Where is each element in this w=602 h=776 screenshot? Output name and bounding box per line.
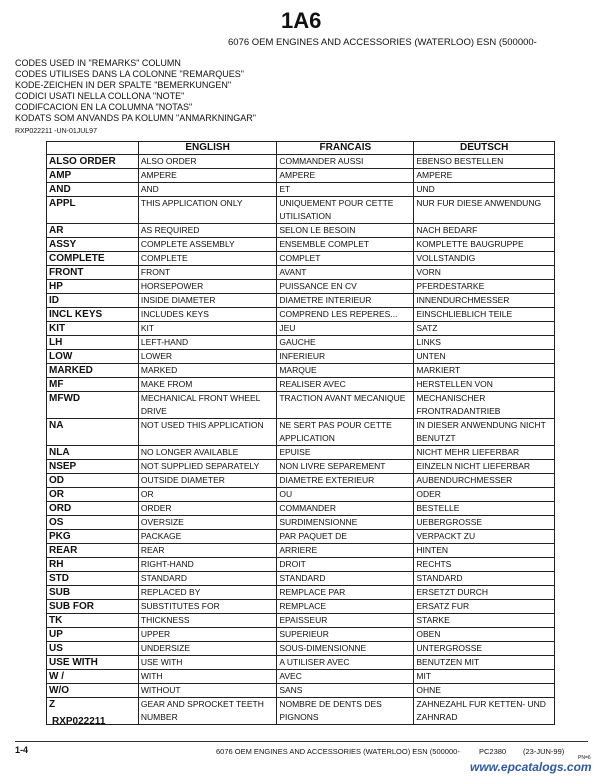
cell-code: FRONT — [47, 266, 139, 280]
footer-title: 6076 OEM ENGINES AND ACCESSORIES (WATERLOO) ESN (500000- — [216, 747, 460, 756]
table-row — [47, 460, 555, 474]
table-row — [47, 378, 555, 392]
cell-code: ORD — [47, 502, 139, 516]
cell-fr: MARQUE — [277, 364, 414, 378]
cell-de: STARKE — [414, 614, 555, 628]
cell-fr: SURDIMENSIONNE — [277, 516, 414, 530]
codes-line: CODIFCACION EN LA COLUMNA "NOTAS" — [15, 102, 193, 112]
cell-en: UNDERSIZE — [138, 642, 276, 656]
cell-en: AS REQUIRED — [138, 224, 276, 238]
cell-code: MF — [47, 378, 139, 392]
page-number: 1-4 — [15, 745, 29, 755]
cell-de: AMPERE — [414, 169, 555, 183]
cell-code: LH — [47, 336, 139, 350]
cell-en: MECHANICAL FRONT WHEEL DRIVE — [138, 392, 276, 419]
cell-de: BENUTZEN MIT — [414, 656, 555, 670]
cell-de: ERSETZT DURCH — [414, 586, 555, 600]
cell-code: Z — [47, 698, 139, 725]
cell-code: COMPLETE — [47, 252, 139, 266]
footer-pn: PN=6 — [578, 755, 591, 761]
cell-fr: TRACTION AVANT MECANIQUE — [277, 392, 414, 419]
cell-code: NLA — [47, 446, 139, 460]
cell-de: VORN — [414, 266, 555, 280]
codes-table — [46, 141, 555, 725]
codes-line: CODICI USATI NELLA COLLONA "NOTE" — [15, 91, 185, 101]
table-row — [47, 684, 555, 698]
cell-en: KIT — [138, 322, 276, 336]
cell-code: SUB FOR — [47, 600, 139, 614]
cell-en: THICKNESS — [138, 614, 276, 628]
cell-en: OUTSIDE DIAMETER — [138, 474, 276, 488]
table-row — [47, 530, 555, 544]
cell-en: LEFT-HAND — [138, 336, 276, 350]
cell-en: AND — [138, 183, 276, 197]
table-row — [47, 294, 555, 308]
cell-de: UNTERGROSSE — [414, 642, 555, 656]
cell-en: COMPLETE ASSEMBLY — [138, 238, 276, 252]
cell-de: MIT — [414, 670, 555, 684]
cell-en: USE WITH — [138, 656, 276, 670]
codes-line: KODE-ZEICHEN IN DER SPALTE "BEMERKUNGEN" — [15, 80, 232, 90]
cell-de: RECHTS — [414, 558, 555, 572]
cell-code: KIT — [47, 322, 139, 336]
cell-fr: A UTILISER AVEC — [277, 656, 414, 670]
cell-en: OR — [138, 488, 276, 502]
table-row — [47, 628, 555, 642]
cell-fr: EPUISE — [277, 446, 414, 460]
codes-line: CODES USED IN "REMARKS" COLUMN — [15, 58, 181, 68]
table-row — [47, 516, 555, 530]
cell-fr: OU — [277, 488, 414, 502]
cell-en: REPLACED BY — [138, 586, 276, 600]
cell-de: HINTEN — [414, 544, 555, 558]
cell-de: MARKIERT — [414, 364, 555, 378]
cell-fr: INFERIEUR — [277, 350, 414, 364]
cell-en: MAKE FROM — [138, 378, 276, 392]
cell-code: UP — [47, 628, 139, 642]
table-row — [47, 280, 555, 294]
table-row — [47, 322, 555, 336]
cell-de: INNENDURCHMESSER — [414, 294, 555, 308]
table-row — [47, 586, 555, 600]
cell-fr: SOUS-DIMENSIONNE — [277, 642, 414, 656]
cell-fr: NON LIVRE SEPAREMENT — [277, 460, 414, 474]
image-reference: RXP022211 -UN-01JUL97 — [15, 128, 97, 135]
cell-de: EINSCHLIEBLICH TEILE — [414, 308, 555, 322]
table-row — [47, 698, 555, 725]
cell-code: REAR — [47, 544, 139, 558]
cell-de: EINZELN NICHT LIEFERBAR — [414, 460, 555, 474]
cell-en: NO LONGER AVAILABLE — [138, 446, 276, 460]
cell-code: AND — [47, 183, 139, 197]
cell-code: ASSY — [47, 238, 139, 252]
cell-code: TK — [47, 614, 139, 628]
table-row — [47, 572, 555, 586]
table-row — [47, 670, 555, 684]
header-code — [47, 142, 139, 155]
cell-code: US — [47, 642, 139, 656]
cell-code: MARKED — [47, 364, 139, 378]
cell-de: AUBENDURCHMESSER — [414, 474, 555, 488]
footer-divider — [15, 741, 588, 742]
cell-en: INCLUDES KEYS — [138, 308, 276, 322]
table-row — [47, 350, 555, 364]
cell-de: UNTEN — [414, 350, 555, 364]
header-francais: FRANCAIS — [277, 142, 414, 155]
cell-fr: PUISSANCE EN CV — [277, 280, 414, 294]
cell-en: UPPER — [138, 628, 276, 642]
cell-code: W / — [47, 670, 139, 684]
cell-en: COMPLETE — [138, 252, 276, 266]
cell-code: INCL KEYS — [47, 308, 139, 322]
table-row — [47, 656, 555, 670]
cell-de: OBEN — [414, 628, 555, 642]
cell-de: ODER — [414, 488, 555, 502]
cell-fr: DIAMETRE INTERIEUR — [277, 294, 414, 308]
cell-fr: PAR PAQUET DE — [277, 530, 414, 544]
cell-code: PKG — [47, 530, 139, 544]
cell-en: OVERSIZE — [138, 516, 276, 530]
cell-fr: NE SERT PAS POUR CETTE APPLICATION — [277, 419, 414, 446]
cell-code: ID — [47, 294, 139, 308]
cell-en: ALSO ORDER — [138, 155, 276, 169]
cell-en: INSIDE DIAMETER — [138, 294, 276, 308]
table-row — [47, 155, 555, 169]
cell-fr: SANS — [277, 684, 414, 698]
cell-de: STANDARD — [414, 572, 555, 586]
page-title: 1A6 — [281, 8, 322, 33]
table-row — [47, 502, 555, 516]
codes-line: KODATS SOM ANVANDS PA KOLUMN "ANMARKNINGAR" — [15, 113, 256, 123]
cell-en: WITH — [138, 670, 276, 684]
cell-en: NOT SUPPLIED SEPARATELY — [138, 460, 276, 474]
cell-code: APPL — [47, 197, 139, 224]
cell-de: UND — [414, 183, 555, 197]
cell-fr: REALISER AVEC — [277, 378, 414, 392]
cell-fr: COMPLET — [277, 252, 414, 266]
table-body — [47, 155, 555, 725]
cell-code: MFWD — [47, 392, 139, 419]
page-subtitle: 6076 OEM ENGINES AND ACCESSORIES (WATERLOO) ESN (500000- — [228, 37, 537, 48]
cell-de: NICHT MEHR LIEFERBAR — [414, 446, 555, 460]
table-row — [47, 419, 555, 446]
cell-fr: AMPERE — [277, 169, 414, 183]
cell-code: AMP — [47, 169, 139, 183]
cell-fr: UNIQUEMENT POUR CETTE UTILISATION — [277, 197, 414, 224]
table-row — [47, 336, 555, 350]
table-row — [47, 446, 555, 460]
table-row — [47, 252, 555, 266]
cell-de: MECHANISCHER FRONTRADANTRIEB — [414, 392, 555, 419]
table-row — [47, 308, 555, 322]
table-header-row — [47, 142, 555, 155]
footer-pc-number: PC2380 — [479, 747, 507, 756]
cell-fr: SUPERIEUR — [277, 628, 414, 642]
cell-fr: DIAMETRE EXTERIEUR — [277, 474, 414, 488]
cell-code: RH — [47, 558, 139, 572]
table-row — [47, 197, 555, 224]
table-row — [47, 183, 555, 197]
cell-de: HERSTELLEN VON — [414, 378, 555, 392]
table-row — [47, 169, 555, 183]
cell-fr: GAUCHE — [277, 336, 414, 350]
cell-en: THIS APPLICATION ONLY — [138, 197, 276, 224]
cell-en: REAR — [138, 544, 276, 558]
cell-fr: DROIT — [277, 558, 414, 572]
cell-en: WITHOUT — [138, 684, 276, 698]
header-deutsch: DEUTSCH — [414, 142, 555, 155]
table-row — [47, 224, 555, 238]
cell-code: SUB — [47, 586, 139, 600]
cell-code: W/O — [47, 684, 139, 698]
table-row — [47, 488, 555, 502]
cell-en: FRONT — [138, 266, 276, 280]
cell-en: GEAR AND SPROCKET TEETH NUMBER — [138, 698, 276, 725]
header-english: ENGLISH — [138, 142, 276, 155]
cell-de: EBENSO BESTELLEN — [414, 155, 555, 169]
table-row — [47, 558, 555, 572]
cell-fr: REMPLACE PAR — [277, 586, 414, 600]
cell-fr: SELON LE BESOIN — [277, 224, 414, 238]
cell-de: IN DIESER ANWENDUNG NICHT BENUTZT — [414, 419, 555, 446]
cell-en: SUBSTITUTES FOR — [138, 600, 276, 614]
table-row — [47, 266, 555, 280]
table-row — [47, 364, 555, 378]
cell-fr: JEU — [277, 322, 414, 336]
cell-code: LOW — [47, 350, 139, 364]
cell-fr: COMMANDER — [277, 502, 414, 516]
cell-code: STD — [47, 572, 139, 586]
cell-de: NACH BEDARF — [414, 224, 555, 238]
cell-de: UEBERGROSSE — [414, 516, 555, 530]
codes-line: CODES UTILISES DANS LA COLONNE "REMARQUES" — [15, 69, 244, 79]
cell-de: LINKS — [414, 336, 555, 350]
cell-fr: STANDARD — [277, 572, 414, 586]
cell-fr: ET — [277, 183, 414, 197]
cell-en: ORDER — [138, 502, 276, 516]
table-row — [47, 392, 555, 419]
cell-fr: AVEC — [277, 670, 414, 684]
cell-fr: REMPLACE — [277, 600, 414, 614]
cell-de: VERPACKT ZU — [414, 530, 555, 544]
footer-date: (23-JUN-99) — [523, 747, 565, 756]
table-row — [47, 474, 555, 488]
cell-en: LOWER — [138, 350, 276, 364]
bottom-reference: RXP022211 — [52, 716, 106, 727]
cell-de: BESTELLE — [414, 502, 555, 516]
codes-description-block — [15, 58, 256, 124]
cell-code: AR — [47, 224, 139, 238]
cell-code: NSEP — [47, 460, 139, 474]
table-row — [47, 238, 555, 252]
cell-en: PACKAGE — [138, 530, 276, 544]
cell-fr: ARRIERE — [277, 544, 414, 558]
cell-de: VOLLSTANDIG — [414, 252, 555, 266]
cell-fr: EPAISSEUR — [277, 614, 414, 628]
watermark-link[interactable]: www.epcatalogs.com — [470, 760, 592, 774]
cell-de: ZAHNEZAHL FUR KETTEN- UND ZAHNRAD — [414, 698, 555, 725]
table-row — [47, 642, 555, 656]
cell-en: HORSEPOWER — [138, 280, 276, 294]
table-row — [47, 544, 555, 558]
cell-de: NUR FUR DIESE ANWENDUNG — [414, 197, 555, 224]
cell-code: OR — [47, 488, 139, 502]
cell-fr: COMMANDER AUSSI — [277, 155, 414, 169]
table-row — [47, 614, 555, 628]
cell-fr: ENSEMBLE COMPLET — [277, 238, 414, 252]
cell-code: OD — [47, 474, 139, 488]
cell-fr: AVANT — [277, 266, 414, 280]
cell-de: PFERDESTARKE — [414, 280, 555, 294]
cell-en: NOT USED THIS APPLICATION — [138, 419, 276, 446]
cell-en: MARKED — [138, 364, 276, 378]
cell-en: AMPERE — [138, 169, 276, 183]
cell-en: RIGHT-HAND — [138, 558, 276, 572]
cell-code: OS — [47, 516, 139, 530]
cell-de: OHNE — [414, 684, 555, 698]
cell-fr: COMPREND LES REPERES... — [277, 308, 414, 322]
cell-fr: NOMBRE DE DENTS DES PIGNONS — [277, 698, 414, 725]
cell-de: SATZ — [414, 322, 555, 336]
cell-code: ALSO ORDER — [47, 155, 139, 169]
table-row — [47, 600, 555, 614]
cell-en: STANDARD — [138, 572, 276, 586]
cell-de: ERSATZ FUR — [414, 600, 555, 614]
cell-code: NA — [47, 419, 139, 446]
cell-de: KOMPLETTE BAUGRUPPE — [414, 238, 555, 252]
cell-code: HP — [47, 280, 139, 294]
cell-code: USE WITH — [47, 656, 139, 670]
